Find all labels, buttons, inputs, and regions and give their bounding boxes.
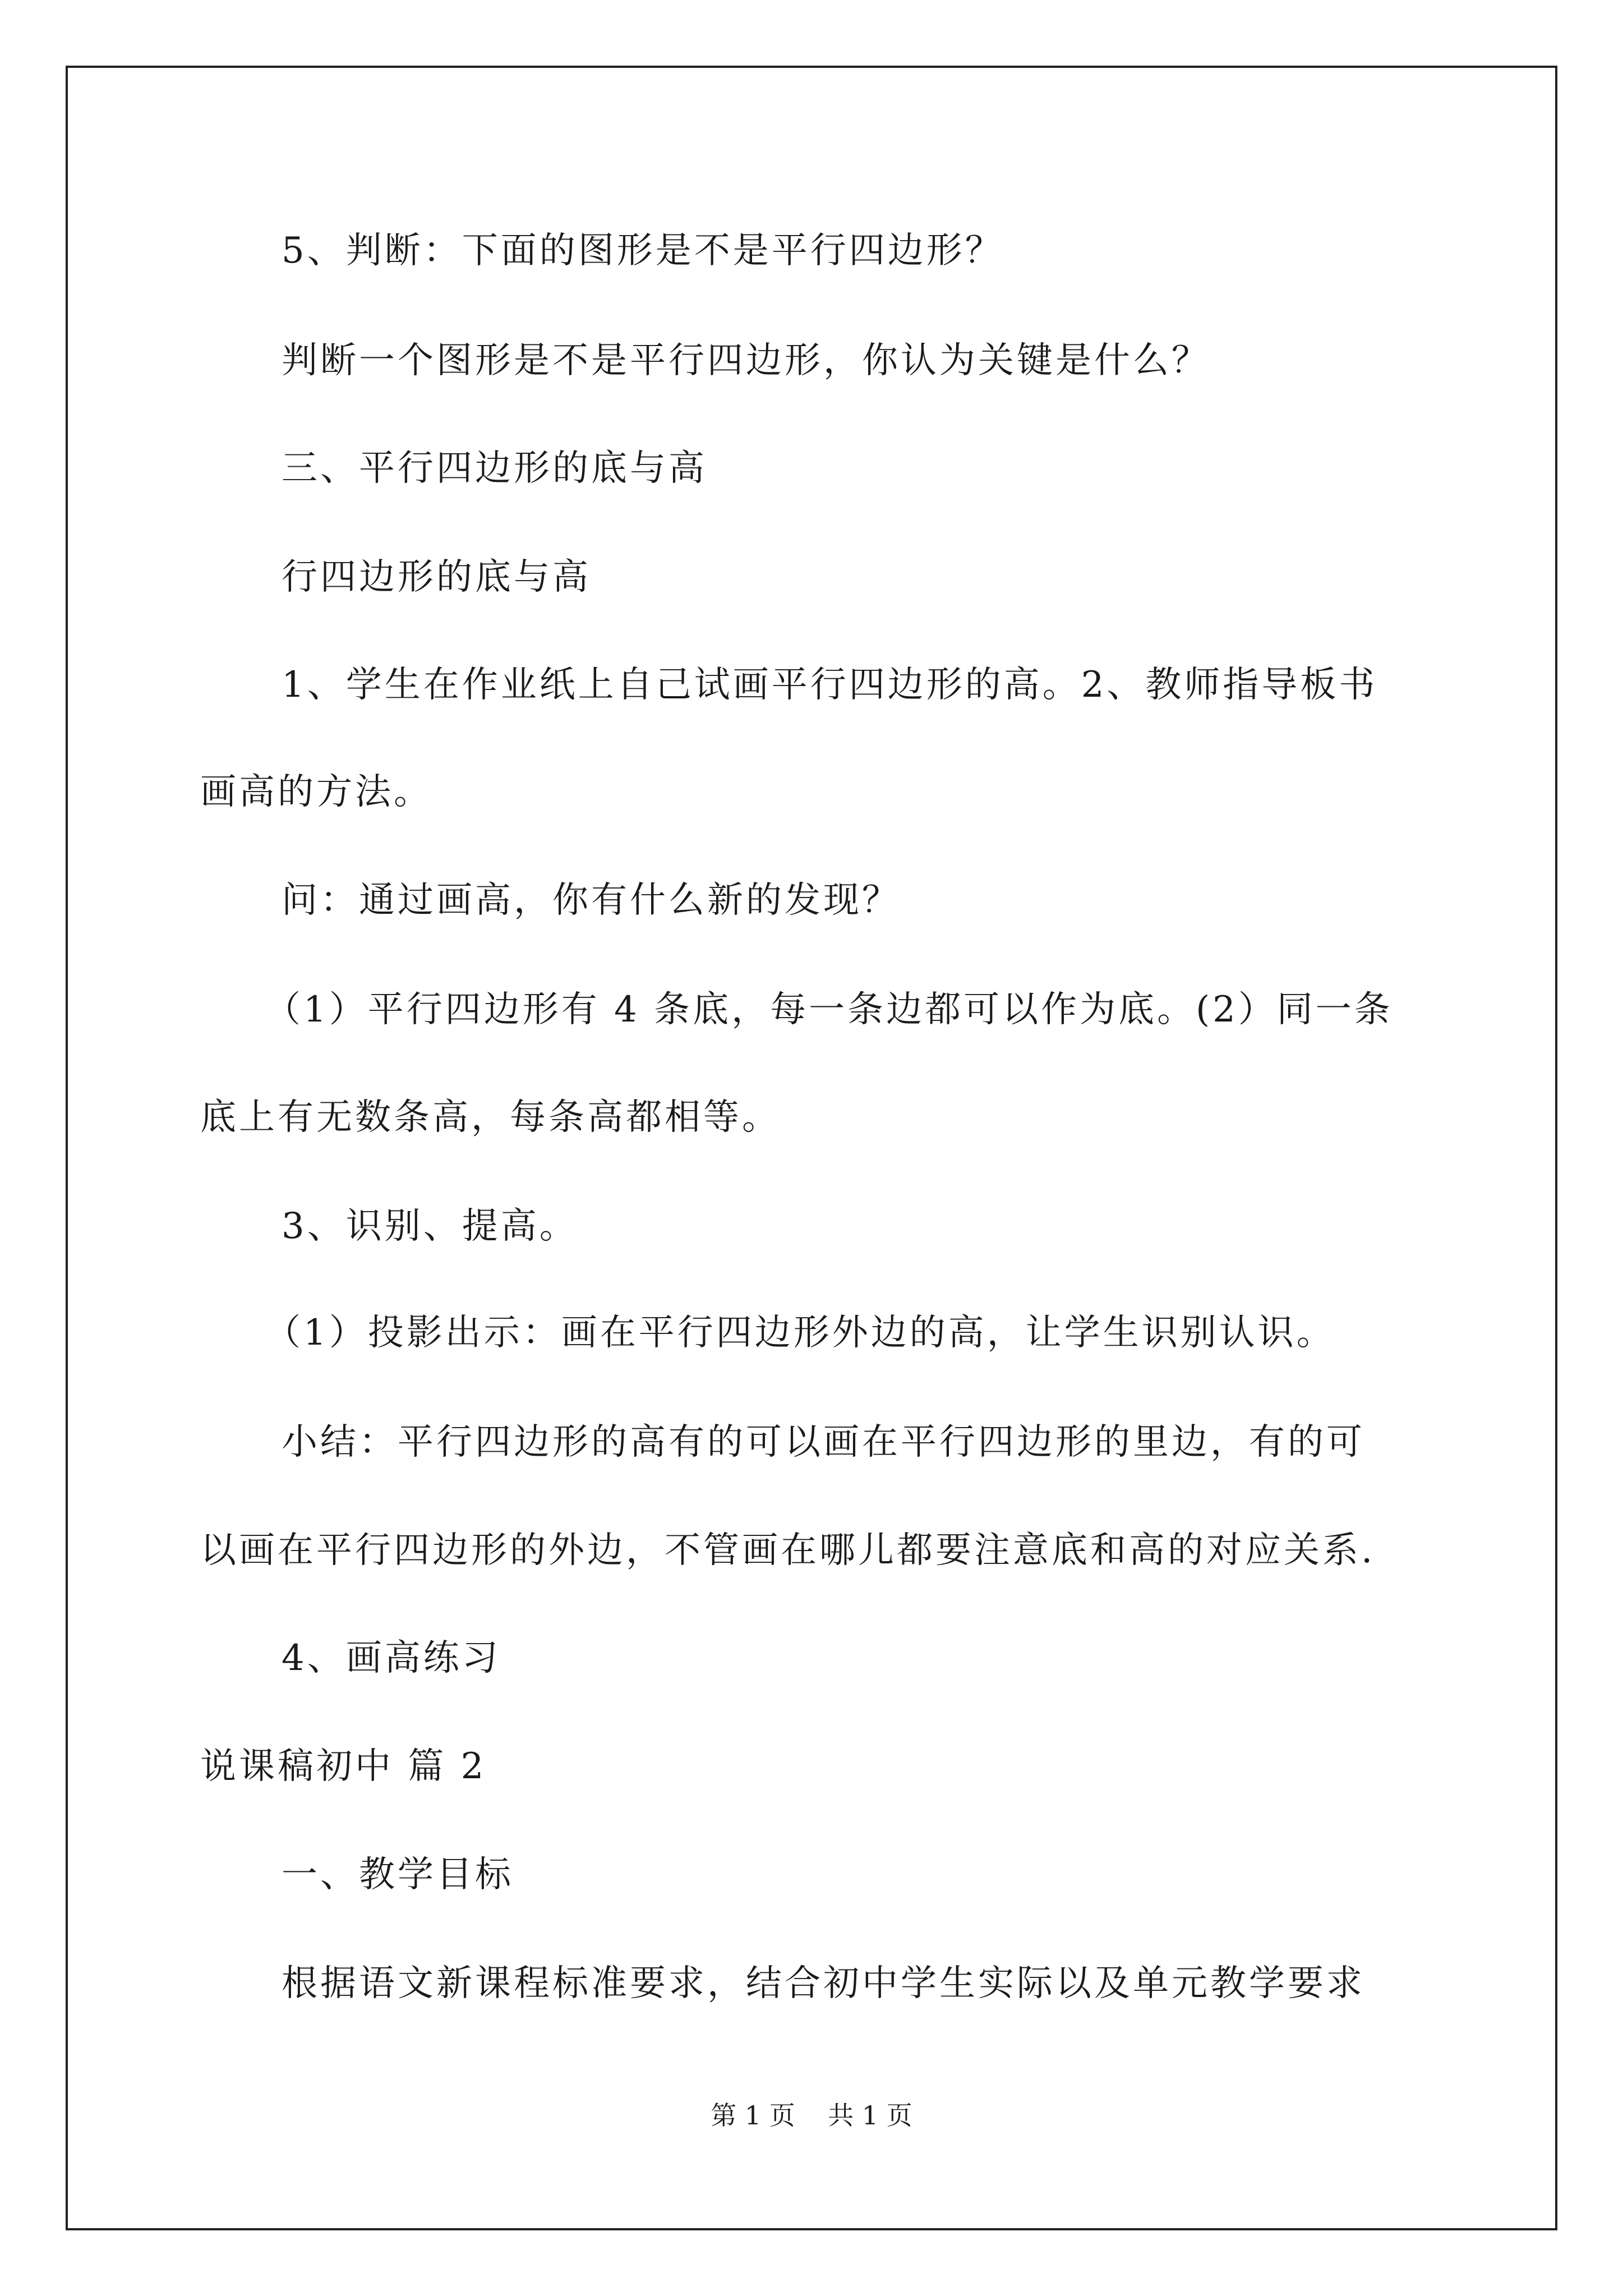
section-heading-objectives: 一、教学目标 [282,1854,514,1895]
paragraph-judge-question: 5、判断：下面的图形是不是平行四边形？ [282,230,1004,272]
paragraph-summary: 小结：平行四边形的高有的可以画在平行四边形的里边，有的可 [282,1421,1365,1463]
paragraph-projection: （1）投影出示：画在平行四边形外边的高，让学生识别认识。 [265,1312,1335,1354]
paragraph-step-1-2: 1、学生在作业纸上自己试画平行四边形的高。2、教师指导板书 [282,664,1378,706]
paragraph-step-4: 4、画高练习 [282,1637,501,1679]
paragraph-judge-key: 判断一个图形是不是平行四边形，你认为关键是什么？ [282,340,1210,381]
paragraph-finding-1-2: （1）平行四边形有 4 条底，每一条边都可以作为底。(2）同一条 [265,989,1393,1030]
paragraph-objectives: 根据语文新课程标准要求，结合初中学生实际以及单元教学要求 [282,1963,1365,2004]
page-number-footer: 第 1 页 共 1 页 [711,2100,912,2131]
paragraph-step-3: 3、识别、提高。 [282,1205,578,1247]
paragraph-step-1-2-cont: 画高的方法。 [200,771,432,813]
paragraph-finding-cont: 底上有无数条高，每条高都相等。 [200,1097,781,1138]
paragraph-summary-cont: 以画在平行四边形的外边，不管画在哪儿都要注意底和高的对应关系. [200,1530,1376,1571]
paragraph-question: 问：通过画高，你有什么新的发现？ [282,880,901,921]
section-heading-base-height: 三、平行四边形的底与高 [282,448,707,489]
paragraph-subheading: 行四边形的底与高 [282,556,591,598]
section-title-part-2: 说课稿初中 篇 2 [200,1746,487,1787]
